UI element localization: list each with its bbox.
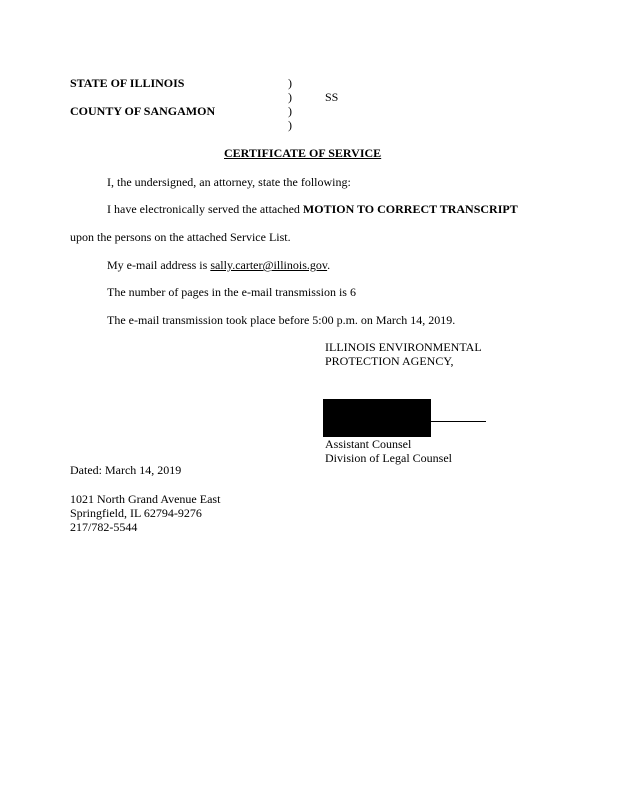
service-text: I have electronically served the attached (107, 202, 303, 216)
caption-paren: ) (288, 104, 292, 118)
paragraph-transmission-time: The e-mail transmission took place before 5:00 p.m. on March 14, 2019. (107, 313, 456, 327)
signature-line (431, 421, 486, 422)
ss-label: SS (325, 90, 339, 104)
signer-title: Assistant Counsel (325, 437, 412, 451)
address-line2: Springfield, IL 62794-9276 (70, 506, 202, 520)
paragraph-service (107, 202, 518, 216)
phone-number: 217/782-5544 (70, 520, 138, 534)
state-caption: STATE OF ILLINOIS (70, 76, 185, 90)
redacted-signature (323, 399, 431, 437)
document-title: CERTIFICATE OF SERVICE (224, 146, 382, 160)
signer-division: Division of Legal Counsel (325, 451, 452, 465)
address-line1: 1021 North Grand Avenue East (70, 492, 221, 506)
paragraph-page-count: The number of pages in the e-mail transmission is 6 (107, 285, 356, 299)
caption-paren: ) (288, 76, 292, 90)
email-period: . (327, 258, 331, 272)
county-caption: COUNTY OF SANGAMON (70, 104, 216, 118)
agency-name-line1: ILLINOIS ENVIRONMENTAL (325, 340, 482, 354)
served-document-title: MOTION TO CORRECT TRANSCRIPT (302, 202, 518, 216)
paragraph-service-continued: upon the persons on the attached Service List. (70, 230, 291, 244)
dated-line: Dated: March 14, 2019 (70, 463, 182, 477)
agency-name-line2: PROTECTION AGENCY, (325, 354, 454, 368)
email-link[interactable]: sally.carter@illinois.gov (210, 258, 328, 272)
paragraph-email (107, 258, 330, 272)
email-text: My e-mail address is (107, 258, 211, 272)
paragraph-statement: I, the undersigned, an attorney, state the following: (107, 175, 351, 189)
caption-paren: ) (288, 118, 292, 132)
caption-paren: ) (288, 90, 292, 104)
